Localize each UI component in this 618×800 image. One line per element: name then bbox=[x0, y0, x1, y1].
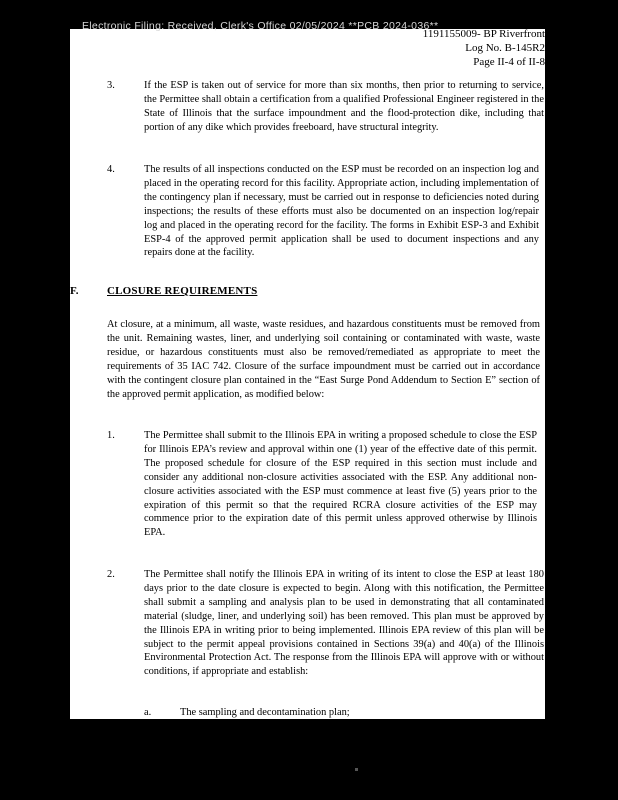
item-number: 2. bbox=[107, 569, 115, 580]
header-page-number: Page II-4 of II-8 bbox=[473, 56, 545, 68]
item-text: The results of all inspections conducted on the ESP must be recorded on an inspection log and placed in the operating record for this facility. Appropriate action, including implementation of the contingency plan if necessary, must be carried out in response to deficiencies noted during inspections; the results of these efforts must also be documented on an inspection log/repair log and placed in the operating record for the facility. The forms in Exhibit ESP-3 and Exhibit ESP-4 of the approved permit application shall be used to document inspections and any repairs done at the facility. bbox=[144, 164, 539, 259]
item-text: The Permittee shall notify the Illinois EPA in writing of its intent to close the ESP at least 180 days prior to the date closure is expected to begin. Along with this notification, the Permittee shall submit a sampling and analysis plan to be used in demonstrating that all contaminated material (sludge, liner, and underlying soil) has been removed. This plan must be approved by the Illinois EPA in writing prior to being implemented. Illinois EPA review of this plan will be subject to the permit appeal provisions contained in Sections 39(a) and 40(a) of the Illinois Environmental Protection Act. The response from the Illinois EPA will approve with or without conditions, if appropriate and establish: bbox=[144, 569, 544, 678]
item-text: If the ESP is taken out of service for more than six months, then prior to returning to service, the Permittee shall obtain a certification from a qualified Professional Engineer registered in the State of Illinois that the surface impoundment and the flood-protection dike, including that portion of any dike which provides freeboard, have structural integrity. bbox=[144, 80, 544, 133]
subitem-text: The sampling and decontamination plan; bbox=[180, 707, 350, 718]
section-title: CLOSURE REQUIREMENTS bbox=[107, 285, 258, 297]
document-page bbox=[70, 29, 545, 719]
scan-artifact bbox=[355, 768, 358, 771]
header-log-number: Log No. B-145R2 bbox=[465, 42, 545, 54]
filing-stamp: Electronic Filing: Received, Clerk's Office 02/05/2024 **PCB 2024-036** bbox=[82, 20, 439, 32]
subitem-letter: a. bbox=[144, 707, 152, 718]
item-number: 1. bbox=[107, 430, 115, 441]
header-permit-id: 1191155009- BP Riverfront bbox=[422, 29, 545, 40]
item-text: The Permittee shall submit to the Illinois EPA in writing a proposed schedule to close the ESP for Illinois EPA’s review and approval within one (1) year of the effective date of this permit. The proposed schedule for closure of the ESP required in this section must include and consider any additional non-closure activities associated with the ESP. Any additional non-closure activities associated with the ESP must commence at least five (5) years prior to the expiration of this permit so that the required RCRA closure activities of the ESP may commence prior to the expiration date of this permit unless approved otherwise by Illinois EPA. bbox=[144, 430, 537, 539]
section-letter: F. bbox=[70, 285, 79, 297]
item-number: 3. bbox=[107, 80, 115, 91]
item-number: 4. bbox=[107, 164, 115, 175]
section-intro: At closure, at a minimum, all waste, waste residues, and hazardous constituents must be removed from the unit. Remaining wastes, liner, and underlying soil containing or contaminated with waste, waste residue, or hazardous constituents must also be removed/remediated as appropriate to meet the requirements of 35 IAC 742. Closure of the surface impoundment must be carried out in accordance with the contingent closure plan contained in the “East Surge Pond Addendum to Section E” section of the approved permit application, as modified below: bbox=[107, 319, 540, 400]
